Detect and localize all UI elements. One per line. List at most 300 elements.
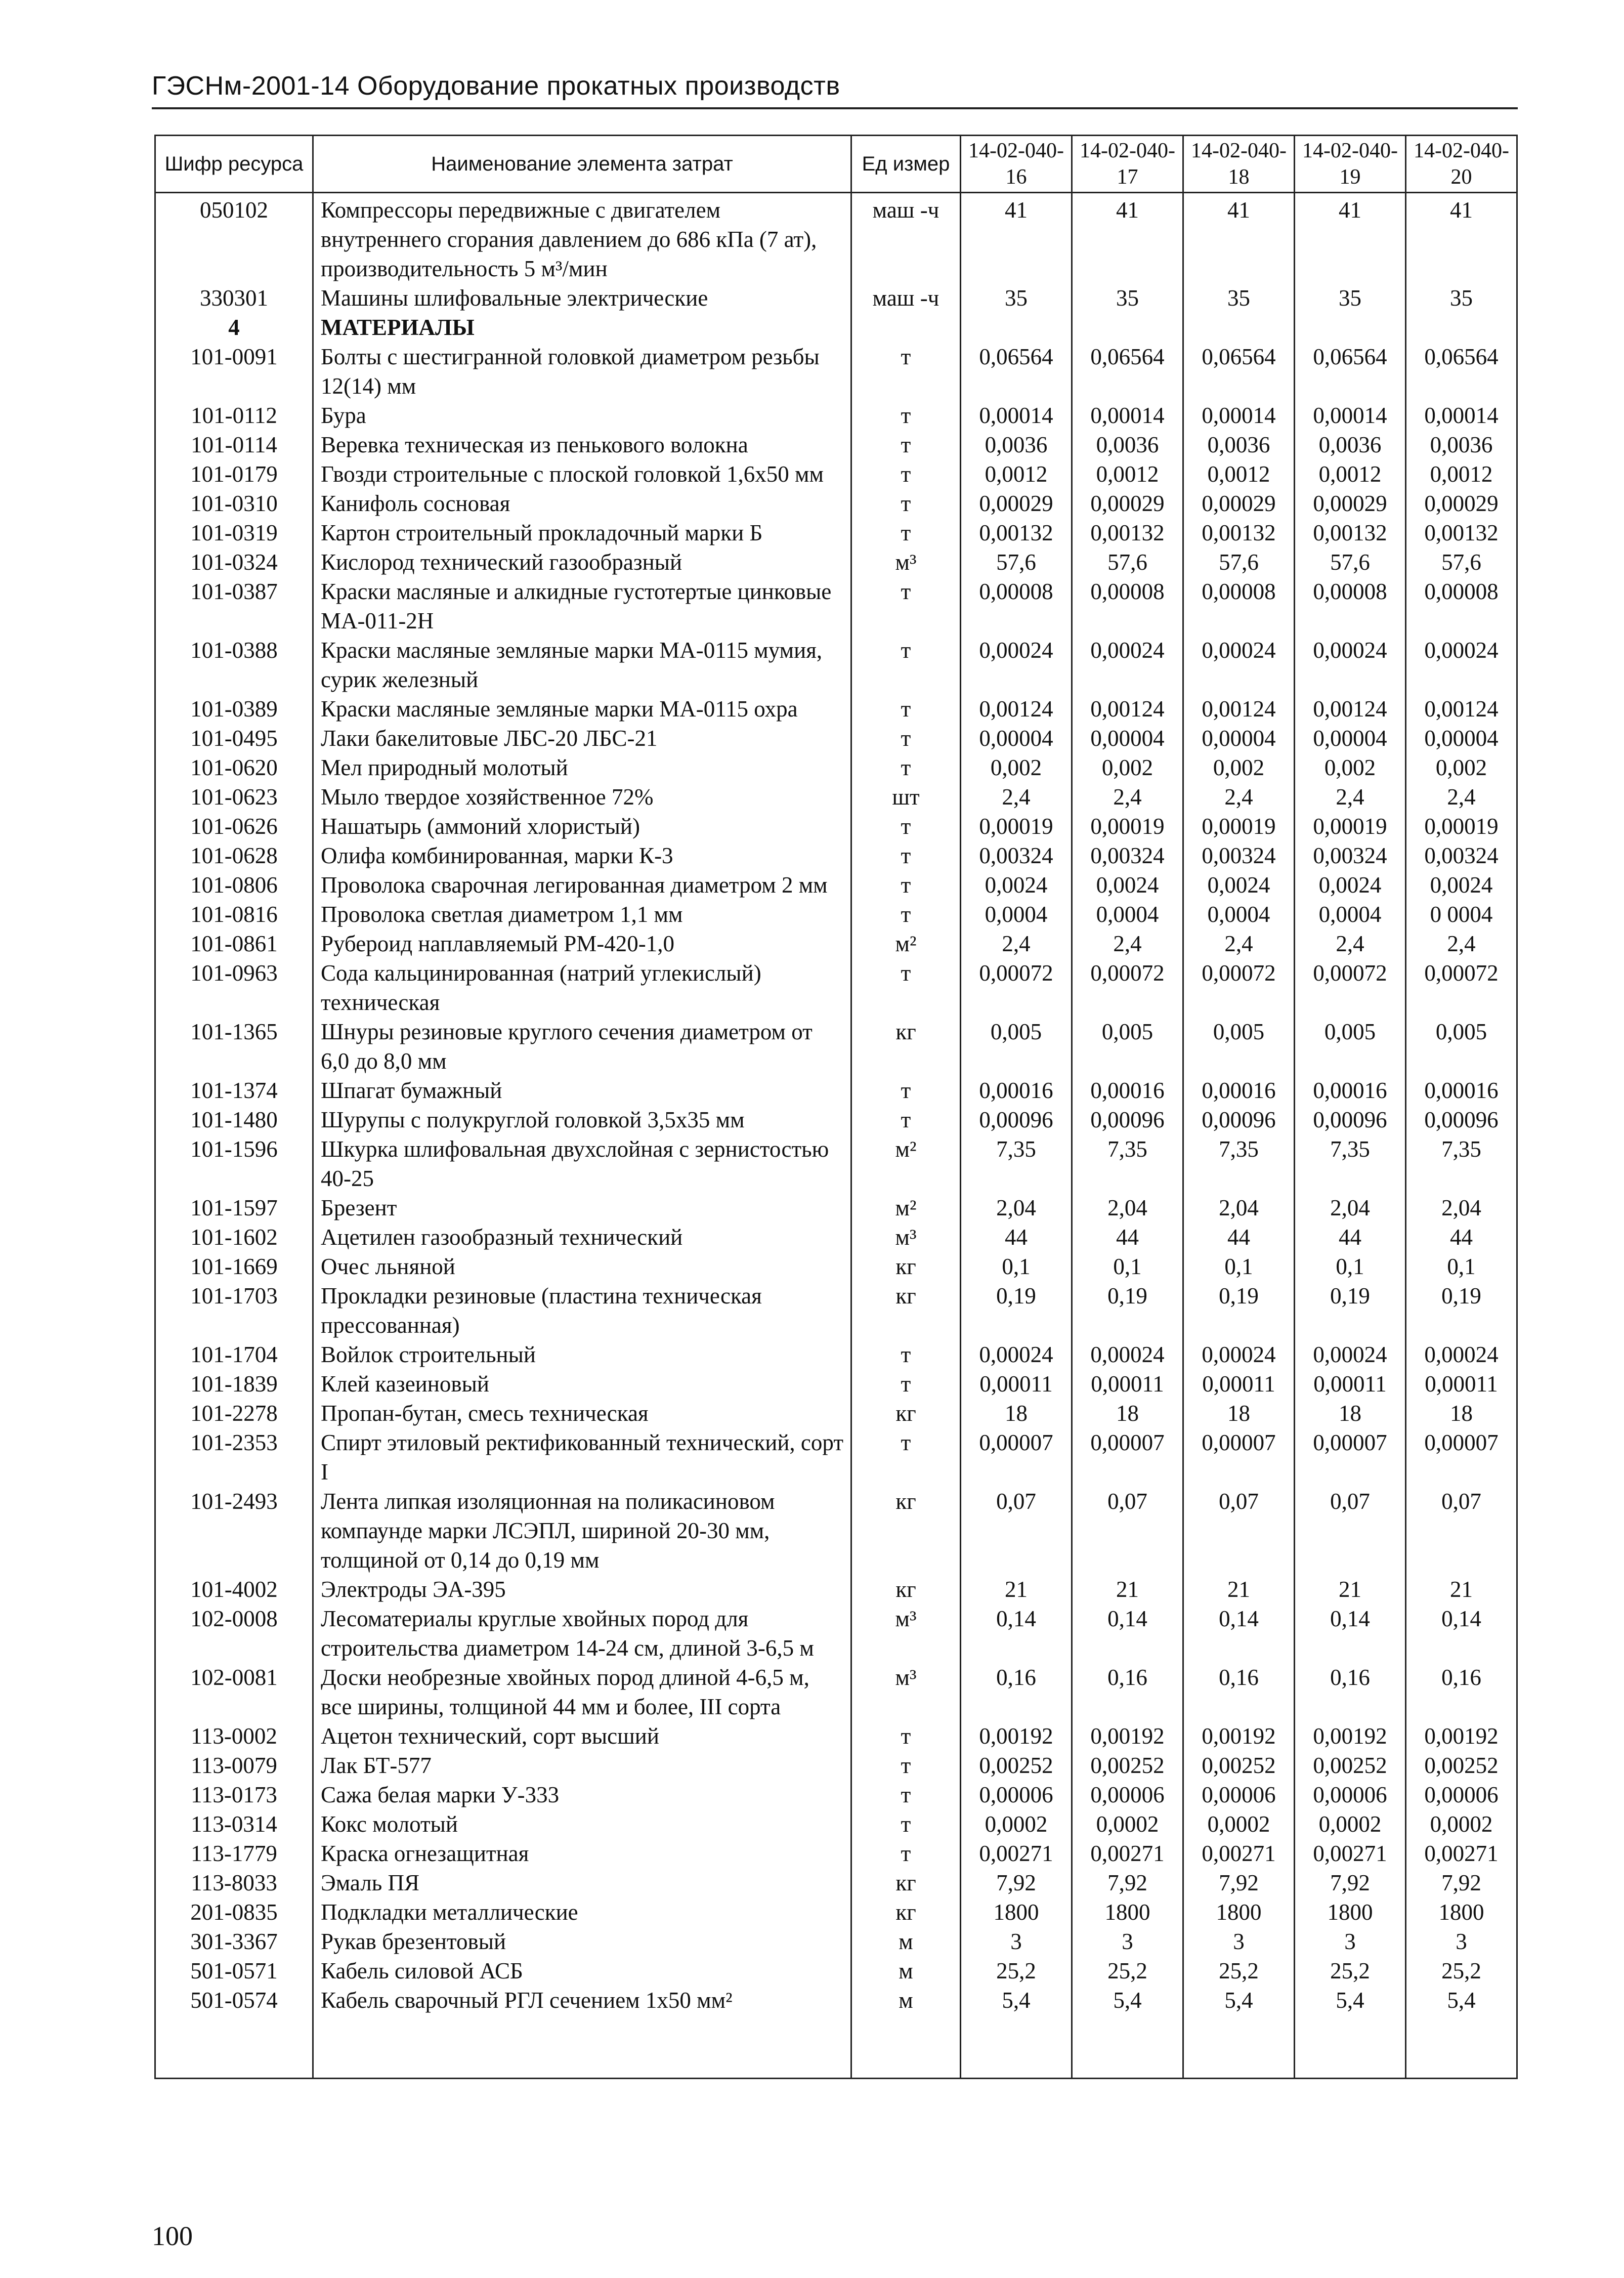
resource-name: Эмаль ПЯ xyxy=(313,1868,851,1897)
norm-value: 2,04 xyxy=(1406,1193,1517,1222)
table-row xyxy=(155,1281,1517,1340)
norm-value: 0,14 xyxy=(1295,1604,1406,1663)
table-row xyxy=(155,1956,1517,1986)
norm-value: 0,00024 xyxy=(1072,636,1183,694)
resource-name: Пропан-бутан, смесь техническая xyxy=(313,1399,851,1428)
norm-value: 0,00024 xyxy=(1295,1340,1406,1369)
norm-value: 0,1 xyxy=(1295,1252,1406,1281)
norm-value: 0,00252 xyxy=(1183,1751,1295,1780)
norm-value: 7,92 xyxy=(1295,1868,1406,1897)
norm-value: 0,00096 xyxy=(1406,1105,1517,1134)
unit-of-measure: т xyxy=(851,489,961,518)
norm-value: 0,002 xyxy=(1072,753,1183,782)
norm-value: 0,19 xyxy=(1072,1281,1183,1340)
norm-value: 5,4 xyxy=(1183,1986,1295,2015)
norm-value: 2,4 xyxy=(1183,782,1295,812)
table-row xyxy=(155,430,1517,459)
resource-name: Проволока сварочная легированная диаметром 2 мм xyxy=(313,870,851,900)
norm-value: 0,00006 xyxy=(1183,1780,1295,1809)
resource-code: 101-0963 xyxy=(155,958,313,1017)
resource-code: 101-0623 xyxy=(155,782,313,812)
resource-code: 101-1596 xyxy=(155,1134,313,1193)
column-header-name: Наименование элемента затрат xyxy=(313,136,851,193)
norm-value: 1800 xyxy=(1183,1897,1295,1927)
unit-of-measure: м³ xyxy=(851,1604,961,1663)
norm-value: 0,00252 xyxy=(1406,1751,1517,1780)
resource-name: Кабель силовой АСБ xyxy=(313,1956,851,1986)
resource-name: Веревка техническая из пенькового волокна xyxy=(313,430,851,459)
norm-value: 0,19 xyxy=(1406,1281,1517,1340)
table-row xyxy=(155,1134,1517,1193)
norm-value: 44 xyxy=(1072,1222,1183,1252)
norm-value: 7,35 xyxy=(1295,1134,1406,1193)
resource-code: 4 xyxy=(155,313,313,342)
resource-name: Лаки бакелитовые ЛБС-20 ЛБС-21 xyxy=(313,724,851,753)
norm-value: 0,16 xyxy=(1183,1663,1295,1721)
resource-code: 101-0114 xyxy=(155,430,313,459)
norm-value: 3 xyxy=(1183,1927,1295,1956)
resource-name: Ацетилен газообразный технический xyxy=(313,1222,851,1252)
norm-value: 25,2 xyxy=(1295,1956,1406,1986)
resource-name: Клей казеиновый xyxy=(313,1369,851,1399)
resource-name: Краска огнезащитная xyxy=(313,1839,851,1868)
norm-value: 0,00271 xyxy=(1295,1839,1406,1868)
norm-value: 0,19 xyxy=(961,1281,1072,1340)
norm-value: 2,4 xyxy=(1183,929,1295,958)
norm-value: 0,00011 xyxy=(1072,1369,1183,1399)
norm-value: 0,0002 xyxy=(1295,1809,1406,1839)
norm-value: 0,00324 xyxy=(1183,841,1295,870)
norm-value: 21 xyxy=(961,1575,1072,1604)
unit-of-measure xyxy=(851,313,961,342)
table-row xyxy=(155,1721,1517,1751)
table-row xyxy=(155,958,1517,1017)
unit-of-measure: т xyxy=(851,342,961,401)
resource-code: 101-1669 xyxy=(155,1252,313,1281)
norm-value: 0,16 xyxy=(961,1663,1072,1721)
resource-code: 101-2353 xyxy=(155,1428,313,1487)
resource-code: 101-1597 xyxy=(155,1193,313,1222)
norm-value: 0,00006 xyxy=(1295,1780,1406,1809)
norm-value: 0,00096 xyxy=(1295,1105,1406,1134)
norm-value: 2,4 xyxy=(961,929,1072,958)
table-row xyxy=(155,1399,1517,1428)
norm-value: 7,92 xyxy=(1406,1868,1517,1897)
norm-value: 0,00072 xyxy=(1295,958,1406,1017)
norm-value: 0,00192 xyxy=(961,1721,1072,1751)
norm-value: 0,00024 xyxy=(1295,636,1406,694)
resource-code: 102-0081 xyxy=(155,1663,313,1721)
norm-value: 1800 xyxy=(1072,1897,1183,1927)
norm-value: 0,00132 xyxy=(1183,518,1295,547)
resource-code: 101-0388 xyxy=(155,636,313,694)
resource-name: Электроды ЭА-395 xyxy=(313,1575,851,1604)
resource-code: 330301 xyxy=(155,283,313,313)
norm-value: 0,00011 xyxy=(1183,1369,1295,1399)
table-row xyxy=(155,489,1517,518)
norm-value: 21 xyxy=(1072,1575,1183,1604)
resource-name: Шнуры резиновые круглого сечения диаметром от 6,0 до 8,0 мм xyxy=(313,1017,851,1076)
norm-value: 0,19 xyxy=(1183,1281,1295,1340)
table-row xyxy=(155,753,1517,782)
norm-value: 0,06564 xyxy=(1295,342,1406,401)
norm-value: 57,6 xyxy=(1406,547,1517,577)
table-row xyxy=(155,1105,1517,1134)
norm-value: 0,005 xyxy=(1406,1017,1517,1076)
norm-value: 0,005 xyxy=(1072,1017,1183,1076)
resource-name: Краски масляные земляные марки МА-0115 мумия, сурик железный xyxy=(313,636,851,694)
table-row xyxy=(155,401,1517,430)
norm-value: 2,04 xyxy=(1072,1193,1183,1222)
table-row xyxy=(155,636,1517,694)
norm-value: 57,6 xyxy=(1183,547,1295,577)
empty-cell xyxy=(1406,2015,1517,2079)
table-header-row xyxy=(155,136,1517,193)
norm-value: 0,00019 xyxy=(1295,812,1406,841)
norm-value: 0,00029 xyxy=(1406,489,1517,518)
table-row xyxy=(155,870,1517,900)
norm-value: 0,005 xyxy=(961,1017,1072,1076)
norm-value xyxy=(1406,313,1517,342)
norm-value: 2,4 xyxy=(1406,782,1517,812)
norm-value: 0,0012 xyxy=(1406,459,1517,489)
unit-of-measure: кг xyxy=(851,1897,961,1927)
resource-table-container xyxy=(154,135,1516,2079)
norm-value: 0,00019 xyxy=(1183,812,1295,841)
resource-name: Сажа белая марки У-333 xyxy=(313,1780,851,1809)
norm-value: 0,00192 xyxy=(1183,1721,1295,1751)
norm-value: 2,4 xyxy=(1295,929,1406,958)
resource-code: 101-1839 xyxy=(155,1369,313,1399)
norm-value: 7,35 xyxy=(1072,1134,1183,1193)
table-row xyxy=(155,1222,1517,1252)
resource-name: Проволока светлая диаметром 1,1 мм xyxy=(313,900,851,929)
norm-value: 0,002 xyxy=(1295,753,1406,782)
norm-value: 0,06564 xyxy=(1072,342,1183,401)
norm-value: 35 xyxy=(1183,283,1295,313)
unit-of-measure: кг xyxy=(851,1017,961,1076)
unit-of-measure: м xyxy=(851,1986,961,2015)
resource-name: Нашатырь (аммоний хлористый) xyxy=(313,812,851,841)
norm-value: 0,1 xyxy=(1183,1252,1295,1281)
resource-name: Канифоль сосновая xyxy=(313,489,851,518)
resource-code: 101-0861 xyxy=(155,929,313,958)
norm-value: 0,00004 xyxy=(961,724,1072,753)
unit-of-measure: кг xyxy=(851,1487,961,1575)
norm-value: 0,00014 xyxy=(1183,401,1295,430)
norm-value: 0,00192 xyxy=(1072,1721,1183,1751)
resource-name: Краски масляные земляные марки МА-0115 охра xyxy=(313,694,851,724)
resource-code: 101-1480 xyxy=(155,1105,313,1134)
resource-table xyxy=(154,135,1518,2079)
empty-cell xyxy=(851,2015,961,2079)
norm-value: 0,00271 xyxy=(961,1839,1072,1868)
resource-name: Рукав брезентовый xyxy=(313,1927,851,1956)
resource-name: Кислород технический газообразный xyxy=(313,547,851,577)
norm-value: 0,0002 xyxy=(961,1809,1072,1839)
norm-value: 0,00132 xyxy=(1406,518,1517,547)
norm-value: 0,1 xyxy=(1072,1252,1183,1281)
resource-name: Машины шлифовальные электрические xyxy=(313,283,851,313)
table-row xyxy=(155,1751,1517,1780)
norm-value: 0,00029 xyxy=(1183,489,1295,518)
unit-of-measure: т xyxy=(851,1428,961,1487)
norm-value: 0,0036 xyxy=(1072,430,1183,459)
resource-name: Кабель сварочный РГЛ сечением 1х50 мм² xyxy=(313,1986,851,2015)
norm-value: 0,07 xyxy=(1072,1487,1183,1575)
resource-name: Бура xyxy=(313,401,851,430)
resource-name: Кокс молотый xyxy=(313,1809,851,1839)
column-header-14-02-040-20: 14-02-040-20 xyxy=(1406,136,1517,193)
norm-value: 3 xyxy=(1072,1927,1183,1956)
unit-of-measure: кг xyxy=(851,1868,961,1897)
norm-value: 0,00007 xyxy=(1183,1428,1295,1487)
table-row xyxy=(155,1897,1517,1927)
norm-value: 0,19 xyxy=(1295,1281,1406,1340)
unit-of-measure: кг xyxy=(851,1575,961,1604)
resource-code: 501-0574 xyxy=(155,1986,313,2015)
norm-value: 0,0036 xyxy=(1295,430,1406,459)
norm-value: 0,14 xyxy=(1072,1604,1183,1663)
norm-value: 41 xyxy=(1072,193,1183,284)
norm-value: 18 xyxy=(1406,1399,1517,1428)
column-header-14-02-040-17: 14-02-040-17 xyxy=(1072,136,1183,193)
resource-code: 113-1779 xyxy=(155,1839,313,1868)
table-end-spacer xyxy=(155,2015,1517,2079)
norm-value: 0,00014 xyxy=(1406,401,1517,430)
norm-value: 25,2 xyxy=(1072,1956,1183,1986)
resource-code: 101-0324 xyxy=(155,547,313,577)
unit-of-measure: т xyxy=(851,636,961,694)
table-row xyxy=(155,900,1517,929)
norm-value: 0,00124 xyxy=(1183,694,1295,724)
norm-value: 0,0036 xyxy=(961,430,1072,459)
table-row xyxy=(155,1340,1517,1369)
unit-of-measure: т xyxy=(851,518,961,547)
norm-value: 0,06564 xyxy=(961,342,1072,401)
table-row xyxy=(155,547,1517,577)
unit-of-measure: т xyxy=(851,401,961,430)
norm-value: 3 xyxy=(1406,1927,1517,1956)
resource-name: Доски необрезные хвойных пород длиной 4-6,5 м, все ширины, толщиной 44 мм и более, III сорта xyxy=(313,1663,851,1721)
resource-name: Мел природный молотый xyxy=(313,753,851,782)
empty-cell xyxy=(961,2015,1072,2079)
resource-code: 101-0495 xyxy=(155,724,313,753)
unit-of-measure: кг xyxy=(851,1252,961,1281)
norm-value: 0,0012 xyxy=(961,459,1072,489)
page-number: 100 xyxy=(152,2221,193,2251)
resource-name: Лента липкая изоляционная на поликасиновом компаунде марки ЛСЭПЛ, шириной 20-30 мм, толщиной от 0,14 до 0,19 мм xyxy=(313,1487,851,1575)
norm-value: 3 xyxy=(1295,1927,1406,1956)
norm-value: 0,00019 xyxy=(1406,812,1517,841)
norm-value: 0,00072 xyxy=(961,958,1072,1017)
resource-code: 101-0091 xyxy=(155,342,313,401)
resource-code: 101-1374 xyxy=(155,1076,313,1105)
norm-value: 18 xyxy=(1295,1399,1406,1428)
resource-code: 101-0319 xyxy=(155,518,313,547)
unit-of-measure: т xyxy=(851,1369,961,1399)
norm-value: 0,0004 xyxy=(1295,900,1406,929)
table-row xyxy=(155,1428,1517,1487)
table-row xyxy=(155,1076,1517,1105)
unit-of-measure: м xyxy=(851,1927,961,1956)
norm-value: 0,002 xyxy=(1183,753,1295,782)
resource-name: Гвозди строительные с плоской головкой 1,6х50 мм xyxy=(313,459,851,489)
resource-name: Сода кальцинированная (натрий углекислый) техническая xyxy=(313,958,851,1017)
resource-name: МАТЕРИАЛЫ xyxy=(313,313,851,342)
norm-value: 0,00024 xyxy=(961,636,1072,694)
resource-code: 101-1602 xyxy=(155,1222,313,1252)
empty-cell xyxy=(1295,2015,1406,2079)
empty-cell xyxy=(1072,2015,1183,2079)
norm-value: 21 xyxy=(1406,1575,1517,1604)
norm-value: 41 xyxy=(1406,193,1517,284)
unit-of-measure: т xyxy=(851,430,961,459)
table-row xyxy=(155,1604,1517,1663)
norm-value: 0,0036 xyxy=(1183,430,1295,459)
norm-value: 0,07 xyxy=(1406,1487,1517,1575)
norm-value: 7,92 xyxy=(1183,1868,1295,1897)
norm-value: 41 xyxy=(1183,193,1295,284)
norm-value: 5,4 xyxy=(1295,1986,1406,2015)
norm-value: 0,00132 xyxy=(961,518,1072,547)
resource-name: Лак БТ-577 xyxy=(313,1751,851,1780)
norm-value: 0,005 xyxy=(1295,1017,1406,1076)
norm-value: 57,6 xyxy=(1295,547,1406,577)
norm-value: 3 xyxy=(961,1927,1072,1956)
norm-value: 0,16 xyxy=(1406,1663,1517,1721)
norm-value: 0,00072 xyxy=(1072,958,1183,1017)
section-row xyxy=(155,313,1517,342)
norm-value: 2,04 xyxy=(1295,1193,1406,1222)
norm-value: 2,04 xyxy=(1183,1193,1295,1222)
resource-code: 101-0179 xyxy=(155,459,313,489)
norm-value xyxy=(1295,313,1406,342)
resource-code: 113-0173 xyxy=(155,1780,313,1809)
norm-value: 0,00007 xyxy=(1295,1428,1406,1487)
norm-value: 0,00324 xyxy=(1072,841,1183,870)
norm-value xyxy=(1072,313,1183,342)
column-header-14-02-040-19: 14-02-040-19 xyxy=(1295,136,1406,193)
norm-value: 0,00007 xyxy=(1406,1428,1517,1487)
norm-value: 2,4 xyxy=(1072,929,1183,958)
unit-of-measure: т xyxy=(851,1340,961,1369)
norm-value: 0,00072 xyxy=(1406,958,1517,1017)
norm-value: 0,00019 xyxy=(961,812,1072,841)
resource-name: Олифа комбинированная, марки К-3 xyxy=(313,841,851,870)
norm-value: 0,0024 xyxy=(961,870,1072,900)
resource-name: Лесоматериалы круглые хвойных пород для строительства диаметром 14-24 см, длиной 3-6,5 м xyxy=(313,1604,851,1663)
table-row xyxy=(155,342,1517,401)
table-row xyxy=(155,812,1517,841)
norm-value: 44 xyxy=(961,1222,1072,1252)
norm-value: 0,00014 xyxy=(961,401,1072,430)
unit-of-measure: м³ xyxy=(851,547,961,577)
resource-code: 101-0620 xyxy=(155,753,313,782)
header-rule xyxy=(152,107,1518,109)
resource-code: 101-4002 xyxy=(155,1575,313,1604)
norm-value: 0,00016 xyxy=(1406,1076,1517,1105)
norm-value: 21 xyxy=(1295,1575,1406,1604)
norm-value: 0,07 xyxy=(1183,1487,1295,1575)
norm-value: 1800 xyxy=(1295,1897,1406,1927)
norm-value: 21 xyxy=(1183,1575,1295,1604)
resource-name: Ацетон технический, сорт высший xyxy=(313,1721,851,1751)
norm-value: 2,4 xyxy=(1406,929,1517,958)
unit-of-measure: т xyxy=(851,1751,961,1780)
norm-value: 0,0012 xyxy=(1295,459,1406,489)
table-row xyxy=(155,1487,1517,1575)
norm-value: 0,0024 xyxy=(1295,870,1406,900)
norm-value: 44 xyxy=(1295,1222,1406,1252)
norm-value: 0,00006 xyxy=(1072,1780,1183,1809)
table-row xyxy=(155,577,1517,636)
norm-value: 0,0002 xyxy=(1183,1809,1295,1839)
table-row xyxy=(155,1663,1517,1721)
norm-value: 0,00004 xyxy=(1183,724,1295,753)
norm-value: 0,00014 xyxy=(1072,401,1183,430)
table-row xyxy=(155,1809,1517,1839)
norm-value: 0,00252 xyxy=(961,1751,1072,1780)
table-row xyxy=(155,1369,1517,1399)
norm-value: 0,00016 xyxy=(1072,1076,1183,1105)
norm-value: 0,00011 xyxy=(1295,1369,1406,1399)
resource-code: 101-0389 xyxy=(155,694,313,724)
norm-value: 0,00008 xyxy=(961,577,1072,636)
norm-value: 0,00019 xyxy=(1072,812,1183,841)
column-header-14-02-040-18: 14-02-040-18 xyxy=(1183,136,1295,193)
table-row xyxy=(155,459,1517,489)
norm-value: 0,0002 xyxy=(1406,1809,1517,1839)
norm-value: 5,4 xyxy=(961,1986,1072,2015)
norm-value: 0,00004 xyxy=(1295,724,1406,753)
norm-value: 0,00011 xyxy=(961,1369,1072,1399)
unit-of-measure: т xyxy=(851,1780,961,1809)
norm-value: 0,0012 xyxy=(1183,459,1295,489)
resource-name: Брезент xyxy=(313,1193,851,1222)
norm-value: 0,00096 xyxy=(961,1105,1072,1134)
norm-value: 0,00124 xyxy=(1072,694,1183,724)
resource-name: Мыло твердое хозяйственное 72% xyxy=(313,782,851,812)
resource-name: Шпагат бумажный xyxy=(313,1076,851,1105)
norm-value: 35 xyxy=(961,283,1072,313)
resource-code: 101-0628 xyxy=(155,841,313,870)
resource-code: 050102 xyxy=(155,193,313,284)
norm-value: 0,00252 xyxy=(1295,1751,1406,1780)
norm-value: 0,07 xyxy=(1295,1487,1406,1575)
norm-value: 0,002 xyxy=(961,753,1072,782)
norm-value: 0,16 xyxy=(1295,1663,1406,1721)
resource-code: 301-3367 xyxy=(155,1927,313,1956)
unit-of-measure: т xyxy=(851,1076,961,1105)
norm-value: 7,35 xyxy=(961,1134,1072,1193)
table-row xyxy=(155,1839,1517,1868)
unit-of-measure: т xyxy=(851,958,961,1017)
norm-value: 41 xyxy=(961,193,1072,284)
running-head: ГЭСНм-2001-14 Оборудование прокатных производств xyxy=(152,71,840,101)
resource-code: 101-2278 xyxy=(155,1399,313,1428)
norm-value: 0,0012 xyxy=(1072,459,1183,489)
norm-value: 5,4 xyxy=(1406,1986,1517,2015)
norm-value: 0,00324 xyxy=(1406,841,1517,870)
table-row xyxy=(155,929,1517,958)
norm-value: 0,00124 xyxy=(1406,694,1517,724)
resource-name: Шурупы с полукруглой головкой 3,5х35 мм xyxy=(313,1105,851,1134)
unit-of-measure: м² xyxy=(851,929,961,958)
unit-of-measure: т xyxy=(851,459,961,489)
norm-value: 0,1 xyxy=(961,1252,1072,1281)
table-row xyxy=(155,1193,1517,1222)
